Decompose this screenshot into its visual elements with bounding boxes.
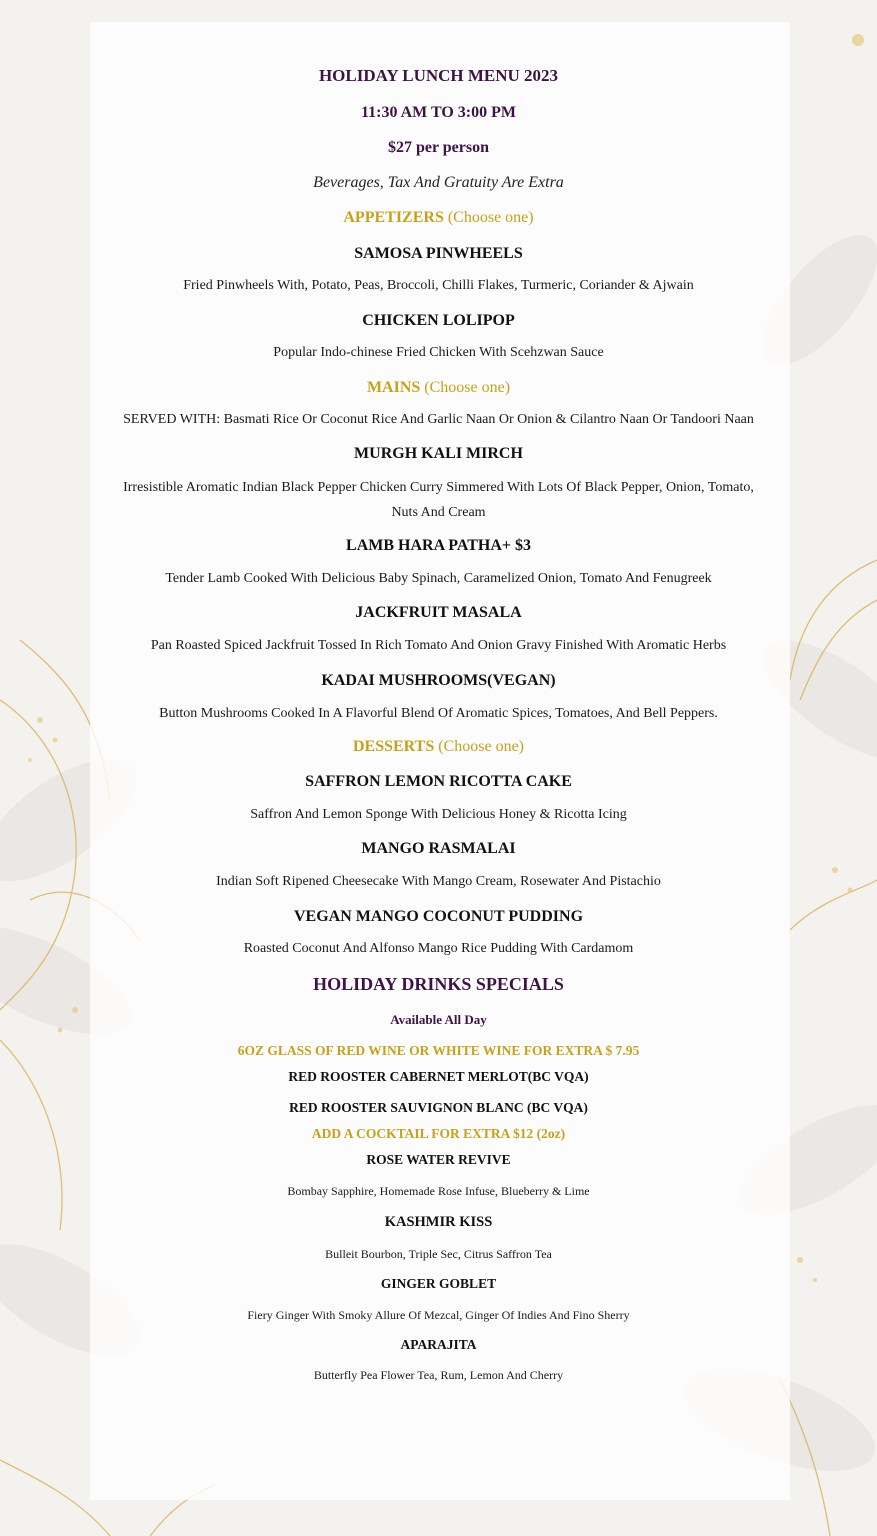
- section-heading: DESSERTS: [352, 738, 435, 755]
- cocktail-name: GINGER GOBLET: [380, 1276, 497, 1291]
- section-choose: (Choose one): [443, 209, 534, 226]
- menu-price: $27 per person: [387, 139, 490, 156]
- drinks-title: HOLIDAY DRINKS SPECIALS: [313, 974, 564, 994]
- section-choose: (Choose one): [434, 738, 525, 755]
- menu-title: HOLIDAY LUNCH MENU 2023: [318, 66, 559, 85]
- cocktail-name: ROSE WATER REVIVE: [366, 1152, 511, 1167]
- wine-item: RED ROOSTER SAUVIGNON BLANC (BC VQA): [289, 1100, 588, 1115]
- dish-description: Roasted Coconut And Alfonso Mango Rice Pudding With Cardamom: [243, 941, 634, 956]
- section-mains: [0, 379, 877, 397]
- section-appetizers: [0, 209, 877, 227]
- dish-description: Indian Soft Ripened Cheesecake With Mango Cream, Rosewater And Pistachio: [216, 874, 661, 889]
- wine-offer: 6OZ GLASS OF RED WINE OR WHITE WINE FOR EXTRA $ 7.95: [237, 1043, 640, 1058]
- cocktail-description: Bombay Sapphire, Homemade Rose Infuse, Blueberry & Lime: [287, 1184, 590, 1198]
- dish-description-cont: Nuts And Cream: [391, 505, 486, 520]
- dish-description: Popular Indo-chinese Fried Chicken With Scehzwan Sauce: [273, 345, 604, 360]
- dish-name: MANGO RASMALAI: [361, 840, 516, 857]
- dish-description: Irresistible Aromatic Indian Black Pepper Chicken Curry Simmered With Lots Of Black Pepper, Onion, Tomato,: [123, 480, 754, 495]
- dish-name: VEGAN MANGO COCONUT PUDDING: [293, 908, 584, 925]
- menu-note: Beverages, Tax And Gratuity Are Extra: [313, 174, 564, 191]
- section-heading: APPETIZERS: [343, 209, 444, 226]
- dish-description: Button Mushrooms Cooked In A Flavorful Blend Of Aromatic Spices, Tomatoes, And Bell Peppers.: [159, 706, 718, 721]
- dish-name: JACKFRUIT MASALA: [355, 604, 522, 621]
- mains-served-with: SERVED WITH: Basmati Rice Or Coconut Rice And Garlic Naan Or Onion & Cilantro Naan Or Tandoori Naan: [123, 412, 754, 427]
- dish-name: KADAI MUSHROOMS(VEGAN): [321, 672, 556, 689]
- menu-hours: 11:30 AM TO 3:00 PM: [361, 104, 516, 121]
- cocktail-offer: ADD A COCKTAIL FOR EXTRA $12 (2oz): [311, 1126, 566, 1141]
- cocktail-description: Bulleit Bourbon, Triple Sec, Citrus Saffron Tea: [325, 1247, 552, 1261]
- dish-description: Tender Lamb Cooked With Delicious Baby Spinach, Caramelized Onion, Tomato And Fenugreek: [165, 571, 712, 586]
- dish-name: SAFFRON LEMON RICOTTA CAKE: [305, 773, 572, 790]
- drinks-availability: Available All Day: [390, 1012, 487, 1027]
- cocktail-name: KASHMIR KISS: [384, 1214, 493, 1230]
- dish-name: SAMOSA PINWHEELS: [354, 245, 523, 262]
- wine-item: RED ROOSTER CABERNET MERLOT(BC VQA): [288, 1069, 589, 1084]
- dish-name: LAMB HARA PATHA+ $3: [346, 537, 531, 554]
- section-heading: MAINS: [366, 379, 421, 396]
- cocktail-name: APARAJITA: [400, 1337, 477, 1352]
- cocktail-description: Fiery Ginger With Smoky Allure Of Mezcal, Ginger Of Indies And Fino Sherry: [247, 1308, 630, 1322]
- dish-description: Pan Roasted Spiced Jackfruit Tossed In Rich Tomato And Onion Gravy Finished With Aromatic Herbs: [150, 638, 727, 653]
- dish-name: MURGH KALI MIRCH: [354, 445, 523, 462]
- dish-description: Fried Pinwheels With, Potato, Peas, Broccoli, Chilli Flakes, Turmeric, Coriander & Ajwain: [183, 278, 694, 293]
- dish-name: CHICKEN LOLIPOP: [362, 312, 515, 329]
- dish-description: Saffron And Lemon Sponge With Delicious Honey & Ricotta Icing: [250, 807, 627, 822]
- section-desserts: [0, 738, 877, 756]
- cocktail-description: Butterfly Pea Flower Tea, Rum, Lemon And Cherry: [313, 1368, 564, 1382]
- section-choose: (Choose one): [420, 379, 511, 396]
